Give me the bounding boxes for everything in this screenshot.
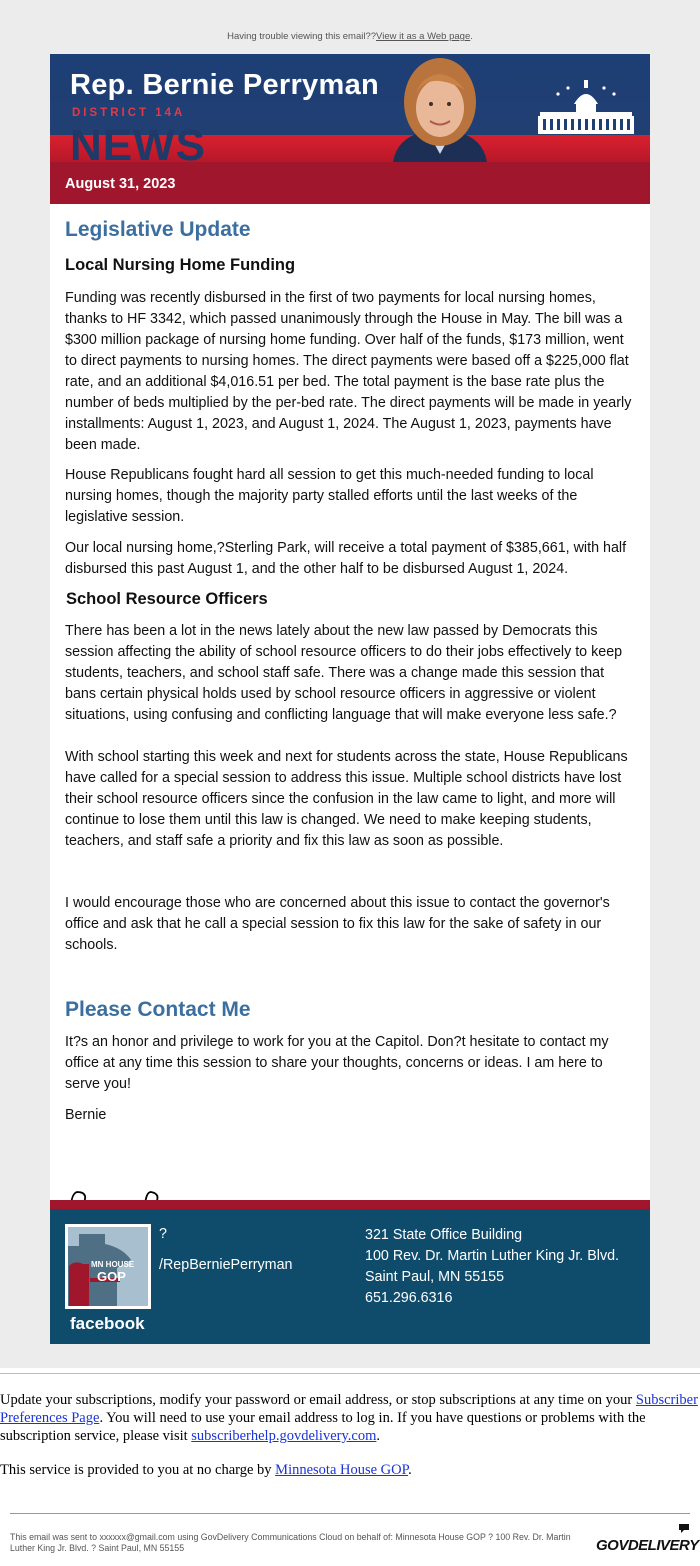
news-label: NEWS: [70, 121, 206, 162]
rep-name: Rep. Bernie Perryman: [70, 69, 380, 101]
address-line-1: 321 State Office Building: [365, 1227, 523, 1243]
subscription-notice: [0, 1391, 700, 1445]
subscriber-help-link[interactable]: subscriberhelp.govdelivery.com: [191, 1428, 377, 1444]
divider-top: [0, 1373, 700, 1374]
legislative-update-heading: Legislative Update: [65, 218, 251, 241]
sent-to-notice: This email was sent to xxxxxx@gmail.com using GovDelivery Communications Cloud on behalf of: Minnesota House GOP ? 100 Rev. Dr. Martin Luther King Jr. Blvd. ? Saint Paul, MN 55155: [10, 1532, 571, 1553]
divider-bottom: [10, 1513, 690, 1514]
office-address: [365, 1225, 619, 1309]
preheader-text: Having trouble viewing this email??: [227, 31, 377, 42]
legal-pre: Update your subscriptions, modify your password or email address, or stop subscriptions at any time on your: [0, 1392, 636, 1408]
minnesota-house-gop-link[interactable]: Minnesota House GOP: [275, 1462, 409, 1478]
facebook-label[interactable]: facebook: [70, 1314, 145, 1333]
legal-mid: . You will need to use your email address to log in. If you have questions or problems with the subscription service, please visit: [0, 1410, 646, 1444]
sro-subheading: School Resource Officers: [66, 590, 268, 608]
subscriber-preferences-link[interactable]: Subscriber Preferences Page: [0, 1392, 698, 1426]
preheader: [0, 31, 700, 42]
sro-paragraph-1: There has been a lot in the news lately about the new law passed by Democrats this session affecting the ability of school resource officers to do their jobs effectively to keep students, teachers, and school staff safe. There was a change made this session that bans certain physical holds used by school resource officers in aggressive or violent situations, using confusing and conflicting language that will make everyone less safe.?: [65, 623, 623, 723]
address-line-2: 100 Rev. Dr. Martin Luther King Jr. Blvd.: [365, 1248, 620, 1264]
capitol-icon: [538, 80, 634, 136]
preheader-suffix: .: [470, 31, 473, 42]
issue-date: August 31, 2023: [65, 176, 176, 192]
facebook-handle[interactable]: /RepBerniePerryman: [159, 1257, 293, 1273]
sro-paragraph-2: With school starting this week and next for students across the state, House Republicans have called for a special session to address this issue. Multiple school districts have lost their school resource officers since the confusion in the law came to light, and more will continue to lose them until this law is changed. We need to make keeping students, teachers, and staff safe a priority and fix this law as soon as possible.: [65, 749, 628, 849]
phone-number: 651.296.6316: [365, 1290, 453, 1306]
service-end: .: [408, 1462, 412, 1478]
web-view-link[interactable]: View it as a Web page: [376, 31, 471, 42]
footer-band: [50, 1209, 650, 1344]
service-notice: [0, 1462, 412, 1479]
logo-text-gop: GOP: [97, 1269, 126, 1284]
govdelivery-text: GOVDELIVERY: [596, 1537, 699, 1554]
address-line-3: Saint Paul, MN 55155: [365, 1269, 505, 1285]
portrait-image: [383, 54, 497, 162]
nursing-paragraph-2: House Republicans fought hard all session to get this much-needed funding to local nursing homes, though the majority party stalled efforts until the last weeks of the legislative session.: [65, 467, 594, 525]
govdelivery-logo[interactable]: [596, 1537, 699, 1554]
header-banner: [50, 54, 650, 162]
legal-end: .: [376, 1428, 380, 1444]
newsletter-card: [50, 54, 650, 1344]
footer-question-mark: ?: [159, 1226, 167, 1242]
contact-heading: Please Contact Me: [65, 998, 251, 1021]
speech-bubble-icon: [678, 1523, 690, 1534]
date-bar: [50, 162, 650, 204]
nursing-home-subheading: Local Nursing Home Funding: [65, 256, 296, 274]
logo-text-small: MN HOUSE: [91, 1260, 135, 1269]
district-label: DISTRICT 14A: [72, 107, 186, 119]
service-pre: This service is provided to you at no charge by: [0, 1462, 276, 1478]
nursing-paragraph-3: Our local nursing home,?Sterling Park, will receive a total payment of $385,661, with half disbursed this past August 1, and the other half to be disbursed August 1, 2024.: [65, 540, 627, 577]
footer-red-line: [50, 1200, 650, 1209]
nursing-paragraph-1: Funding was recently disbursed in the first of two payments for local nursing homes, thanks to HF 3342, which passed unanimously through the House in May. The bill was a $300 million package of nursing home funding. Over half of the funds, $173 million, went to direct payments to nursing homes. The direct payments were based off a $225,000 flat rate, and an additional $4,016.51 per bed. The total payment is the base rate plus the number of beds multiplied by the per-bed rate. The direct payments will be made in yearly installments: August 1, 2023, and August 1, 2024. The August 1, 2023, payments have been made.: [65, 290, 632, 453]
sro-paragraph-3: I would encourage those who are concerned about this issue to contact the governor's office and ask that he call a special session to fix this law for the sake of safety in our schools.: [65, 895, 610, 953]
contact-paragraph: It?s an honor and privilege to work for you at the Capitol. Don?t hesitate to contact my office at any time this session to share your thoughts, concerns or ideas. I am here to serve you!: [65, 1034, 609, 1092]
signoff: Bernie: [65, 1107, 107, 1123]
